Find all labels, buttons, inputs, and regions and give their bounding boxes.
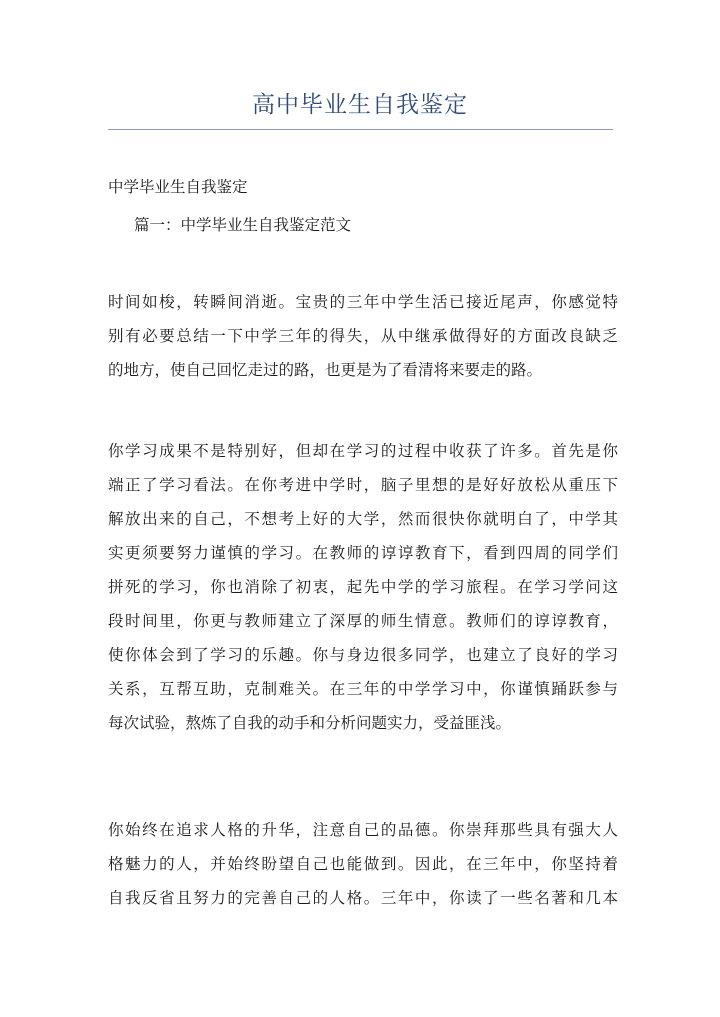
paragraph-line: 段时间里，你更与教师建立了深厚的师生情意。教师们的谆谆教育， [108,612,618,630]
title-divider [108,129,613,130]
document-title: 高中毕业生自我鉴定 [252,92,468,118]
section-heading: 篇一：中学毕业生自我鉴定范文 [134,216,352,234]
paragraph-line: 时间如梭，转瞬间消逝。宝贵的三年中学生活已接近尾声，你感觉特 [108,293,618,311]
paragraph-line: 你始终在追求人格的升华，注意自己的品德。你崇拜那些具有强大人 [108,821,618,839]
document-subtitle: 中学毕业生自我鉴定 [108,178,248,196]
paragraph-line: 解放出来的自己，不想考上好的大学，然而很快你就明白了，中学其 [108,510,618,528]
paragraph-line: 每次试验，熬炼了自我的动手和分析问题实力，受益匪浅。 [108,714,512,732]
paragraph-line: 自我反省且努力的完善自己的人格。三年中，你读了一些名著和几本 [108,889,618,907]
paragraph-line: 使你体会到了学习的乐趣。你与身边很多同学，也建立了良好的学习 [108,646,618,664]
paragraph-line: 的地方，使自己回忆走过的路，也更是为了看清将来要走的路。 [108,361,543,379]
paragraph-line: 实更须要努力谨慎的学习。在教师的谆谆教育下，看到四周的同学们 [108,544,618,562]
paragraph-3 [108,813,618,915]
paragraph-line: 拼死的学习，你也消除了初衷，起先中学的学习旅程。在学习学问这 [108,578,618,596]
paragraph-line: 别有必要总结一下中学三年的得失，从中继承做得好的方面改良缺乏 [108,327,618,345]
paragraph-2 [108,434,618,740]
paragraph-1 [108,285,618,387]
paragraph-line: 格魅力的人，并始终盼望自己也能做到。因此，在三年中，你坚持着 [108,855,618,873]
paragraph-line: 关系，互帮互助，克制难关。在三年的中学学习中，你谨慎踊跃参与 [108,680,618,698]
paragraph-line: 你学习成果不是特别好，但却在学习的过程中收获了许多。首先是你 [108,442,618,460]
paragraph-line: 端正了学习看法。在你考进中学时，脑子里想的是好好放松从重压下 [108,476,618,494]
